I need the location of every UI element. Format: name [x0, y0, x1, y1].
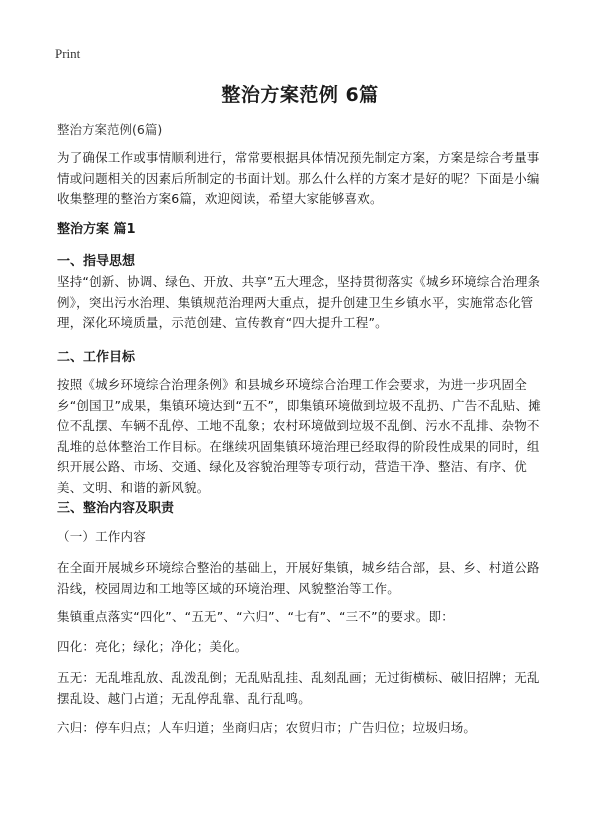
intro-paragraph: 为了确保工作或事情顺利进行，常常要根据具体情况预先制定方案，方案是综合考量事情或问题相关的因素后所制定的书面计划。那么什么样的方案才是好的呢？下面是小编收集整理的整治方案6篇，欢迎阅读，希望大家能够喜欢。	[57, 150, 540, 206]
section-heading-content-duties: 三、整治内容及职责	[57, 501, 175, 516]
section-heading-work-goals: 二、工作目标	[57, 350, 136, 365]
sihua-paragraph: 四化：亮化；绿化；净化；美化。	[57, 639, 248, 654]
document-subtitle: 整治方案范例(6篇)	[57, 122, 163, 137]
liugui-paragraph: 六归：停车归点；人车归道；坐商归店；农贸归市；广告归位；垃圾归场。	[57, 720, 477, 735]
requirements-paragraph: 集镇重点落实“四化”、“五无”、“六归”、“七有”、“三不”的要求。即：	[57, 609, 454, 624]
part-heading: 整治方案 篇1	[57, 222, 136, 237]
section-heading-guiding-ideology: 一、指导思想	[57, 254, 136, 269]
wuwu-paragraph: 五无：无乱堆乱放、乱泼乱倒；无乱贴乱挂、乱刻乱画；无过街横标、破旧招牌；无乱摆乱设、越门占道；无乱停乱靠、乱行乱鸣。	[57, 670, 540, 706]
print-link[interactable]: Print	[55, 46, 81, 61]
scope-paragraph: 在全面开展城乡环境综合整治的基础上，开展好集镇，城乡结合部，县、乡、村道公路沿线，校园周边和工地等区域的环境治理、风貌整治等工作。	[57, 560, 540, 596]
subsection-heading-work-content: （一）工作内容	[57, 529, 146, 544]
guiding-ideology-paragraph: 坚持“创新、协调、绿色、开放、共享”五大理念，坚持贯彻落实《城乡环境综合治理条例》，突出污水治理、集镇规范治理两大重点，提升创建卫生乡镇水平，实施常态化管理，深化环境质量，示范创建、宣传教育“四大提升工程”。	[57, 274, 541, 330]
page-title: 整治方案范例 6篇	[221, 84, 379, 106]
work-goals-paragraph: 按照《城乡环境综合治理条例》和县城乡环境综合治理工作会要求，为进一步巩固全乡“创国卫”成果，集镇环境达到“五不”，即集镇环境做到垃圾不乱扔、广告不乱贴、摊位不乱摆、车辆不乱停、工地不乱象；农村环境做到垃圾不乱倒、污水不乱排、杂物不乱堆的总体整治工作目标。在继续巩固集镇环境治理已经取得的阶段性成果的同时，组织开展公路、市场、交通、绿化及容貌治理等专项行动，营造干净、整洁、有序、优美、文明、和谐的新风貌。	[57, 377, 541, 495]
